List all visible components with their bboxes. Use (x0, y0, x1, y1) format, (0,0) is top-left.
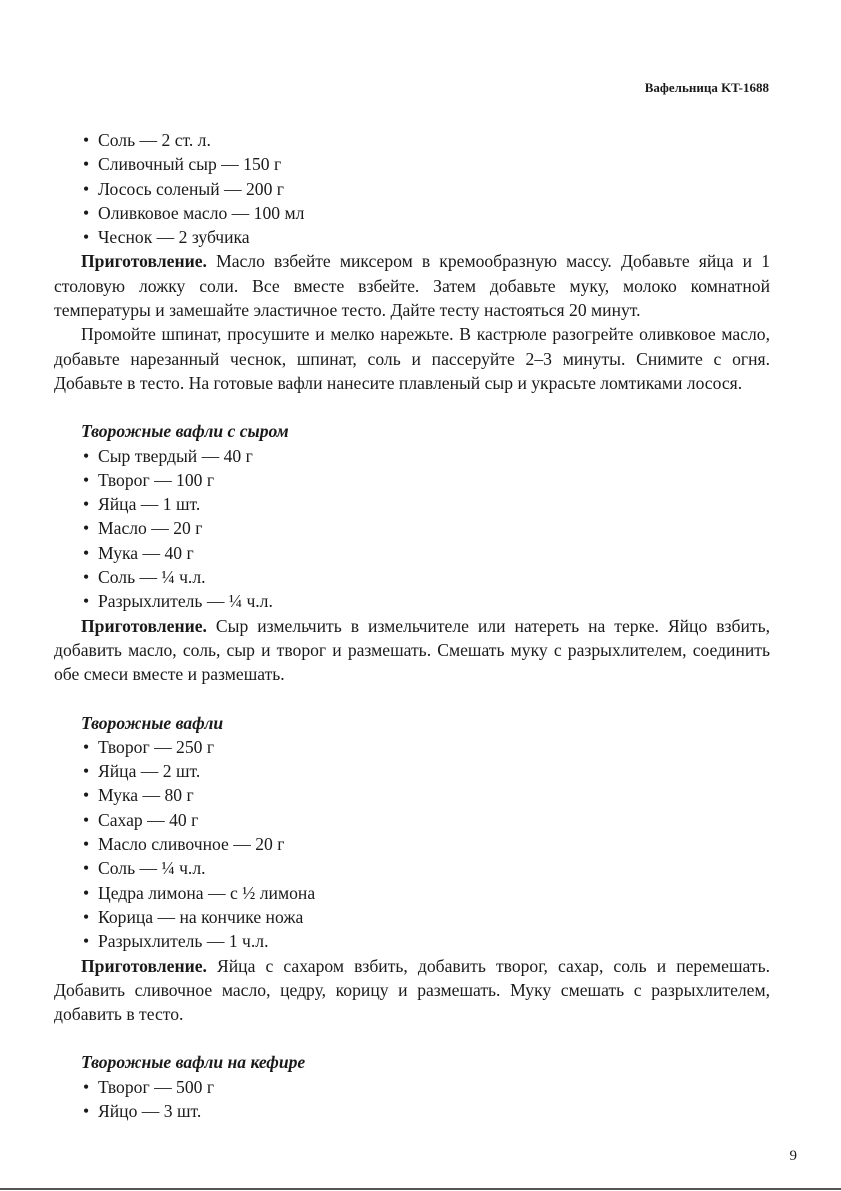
ingredient-item: • Творог — 500 г (54, 1075, 770, 1099)
ingredient-item: • Чеснок — 2 зубчика (54, 225, 770, 249)
ingredient-item: • Масло сливочное — 20 г (54, 832, 770, 856)
preparation-text: Масло взбейте миксером в кремообразную массу. Добавьте яйца и 1 столовую ложку соли. Все вместе взбейте. Затем добавьте муку, молоко комнатной температуры и замешайте эластичное тесто. Дайте тесту настояться 20 минут. (54, 251, 770, 321)
recipe-title: Творожные вафли (81, 712, 224, 733)
ingredient-item: • Яйца — 1 шт. (54, 492, 770, 516)
ingredient-item: • Разрыхлитель — 1 ч.л. (54, 929, 770, 953)
ingredient-item: • Сливочный сыр — 150 г (54, 152, 770, 176)
ingredient-item: • Сахар — 40 г (54, 808, 770, 832)
preparation-paragraph (54, 249, 770, 322)
ingredient-item: • Лосось соленый — 200 г (54, 177, 770, 201)
ingredient-item: • Соль — ¼ ч.л. (54, 565, 770, 589)
page-content (54, 128, 770, 1123)
ingredient-item: • Яйцо — 3 шт. (54, 1099, 770, 1123)
recipe-title: Творожные вафли на кефире (81, 1052, 306, 1073)
ingredient-item: • Соль — ¼ ч.л. (54, 856, 770, 880)
ingredient-item: • Сыр твердый — 40 г (54, 444, 770, 468)
page-number: 9 (789, 1148, 797, 1164)
recipe-section (54, 711, 770, 1027)
ingredient-item: • Масло — 20 г (54, 516, 770, 540)
ingredient-item: • Мука — 80 г (54, 783, 770, 807)
ingredient-item: • Мука — 40 г (54, 541, 770, 565)
preparation-label: Приготовление. (81, 615, 207, 636)
ingredient-item: • Корица — на кончике ножа (54, 905, 770, 929)
recipe-section (54, 419, 770, 686)
preparation-paragraph (54, 954, 770, 1027)
preparation-label: Приготовление. (81, 955, 207, 976)
preparation-label: Приготовление. (81, 251, 207, 272)
recipe-title: Творожные вафли с сыром (81, 421, 289, 442)
preparation-paragraph (54, 614, 770, 687)
ingredient-item: • Творог — 100 г (54, 468, 770, 492)
ingredient-item: • Разрыхлитель — ¼ ч.л. (54, 589, 770, 613)
ingredient-item: • Яйца — 2 шт. (54, 759, 770, 783)
ingredient-item: • Цедра лимона — с ½ лимона (54, 881, 770, 905)
ingredient-list (54, 735, 770, 954)
ingredient-item: • Оливковое масло — 100 мл (54, 201, 770, 225)
recipe-section (54, 1050, 770, 1123)
preparation-text: Сыр измельчить в измельчителе или натереть на терке. Яйцо взбить, добавить масло, соль, сыр и творог и размешать. Смешать муку с разрыхлителем, соединить обе смеси вместе и размешать. (54, 615, 770, 685)
preparation-paragraph: Промойте шпинат, просушите и мелко нарежьте. В кастрюле разогрейте оливковое масло, добавьте нарезанный чеснок, шпинат, соль и пассеруйте 2–3 минуты. Снимите с огня. Добавьте в тесто. На готовые вафли нанесите плавленый сыр и украсьте ломтиками лосося. (54, 324, 770, 393)
ingredient-list (54, 1075, 770, 1124)
preparation-text: Яйца с сахаром взбить, добавить творог, сахар, соль и перемешать. Добавить сливочное масло, цедру, корицу и размешать. Муку смешать с разрыхлителем, добавить в тесто. (54, 955, 770, 1025)
ingredient-list (54, 444, 770, 614)
ingredient-list (54, 128, 770, 249)
ingredient-item: • Творог — 250 г (54, 735, 770, 759)
bottom-divider (0, 1188, 841, 1190)
page-header-title: Вафельница KT-1688 (644, 80, 769, 95)
ingredient-item: • Соль — 2 ст. л. (54, 128, 770, 152)
